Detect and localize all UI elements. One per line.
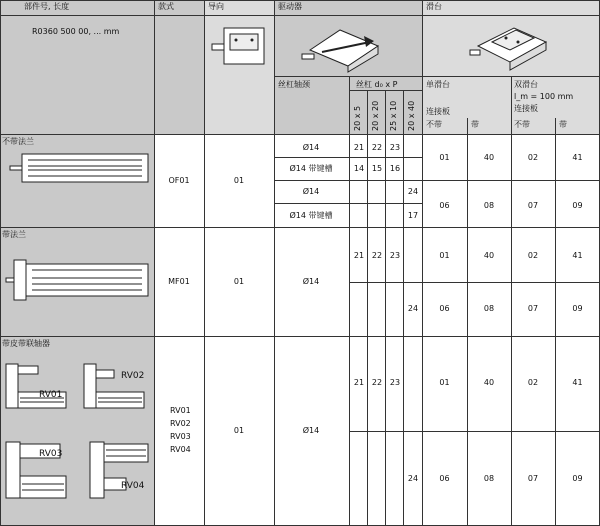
grid-line bbox=[0, 0, 600, 1]
grid-line bbox=[422, 0, 423, 526]
sec2-code-top-3: 02 bbox=[527, 251, 539, 260]
sec1-code-bot-2: 08 bbox=[483, 201, 495, 210]
sec3-code-top-3: 02 bbox=[527, 378, 539, 387]
sec1-size-a1: 21 bbox=[353, 143, 365, 152]
sec3-style-1: RV01 bbox=[170, 406, 191, 415]
sec1-code-bot-3: 07 bbox=[527, 201, 539, 210]
sec1-drive-3: Ø14 bbox=[302, 187, 320, 196]
size-25x10: 25 x 10 bbox=[389, 100, 398, 131]
header-with-1: 带 bbox=[471, 120, 479, 129]
header-connection-plate-2: 连接板 bbox=[514, 104, 538, 113]
sec1-drive-1: Ø14 bbox=[302, 143, 320, 152]
grid-line bbox=[403, 90, 404, 526]
grid-line bbox=[0, 0, 1, 526]
header-col2-bg bbox=[154, 0, 204, 135]
size-20x20: 20 x 20 bbox=[371, 100, 380, 131]
grid-line bbox=[274, 0, 275, 526]
sec3-style-4: RV04 bbox=[170, 445, 191, 454]
header-with-2: 带 bbox=[559, 120, 567, 129]
size-20x5: 20 x 5 bbox=[353, 105, 362, 131]
sec1-size-a2: 22 bbox=[371, 143, 383, 152]
sec1-drive-4: Ø14 带键槽 bbox=[289, 211, 333, 220]
sec1-code-bot-1: 06 bbox=[439, 201, 450, 210]
sec2-size-4: 24 bbox=[407, 304, 419, 313]
sec3-code-bot-4: 09 bbox=[572, 474, 583, 483]
sec2-drive: Ø14 bbox=[302, 277, 320, 286]
sec3-code-top-1: 01 bbox=[439, 378, 450, 387]
grid-line bbox=[0, 134, 600, 135]
sec3-drive: Ø14 bbox=[302, 426, 320, 435]
header-carriage: 滑台 bbox=[426, 2, 442, 11]
sec2-code-top-1: 01 bbox=[439, 251, 450, 260]
grid-line bbox=[349, 90, 422, 91]
header-col1-bg bbox=[0, 0, 154, 135]
sec1-code-top-4: 41 bbox=[572, 153, 583, 162]
header-part-number: 部件号, 长度 bbox=[24, 2, 70, 11]
sec2-size-2: 22 bbox=[371, 251, 383, 260]
grid-line bbox=[349, 431, 600, 432]
module-no-flange-drawing bbox=[10, 150, 150, 186]
header-single-carriage: 单滑台 bbox=[426, 80, 450, 89]
sec1-code-top-1: 01 bbox=[439, 153, 450, 162]
sec3-size-1: 21 bbox=[353, 378, 365, 387]
sec3-size-3: 23 bbox=[389, 378, 401, 387]
rv01-label: RV01 bbox=[39, 390, 63, 400]
sec3-style-2: RV02 bbox=[170, 419, 191, 428]
sec1-size-b3: 16 bbox=[389, 164, 401, 173]
sec2-size-1: 21 bbox=[353, 251, 365, 260]
sec2-label: 带法兰 bbox=[2, 230, 26, 239]
header-length: R0360 500 00, ... mm bbox=[32, 27, 120, 36]
sec3-guide: 01 bbox=[233, 426, 245, 435]
sec1-size-a3: 23 bbox=[389, 143, 401, 152]
sec3-code-top-2: 40 bbox=[483, 378, 495, 387]
sec1-guide: 01 bbox=[233, 176, 245, 185]
rv02-label: RV02 bbox=[121, 371, 145, 381]
grid-line bbox=[349, 282, 600, 283]
guide-icon bbox=[210, 20, 270, 72]
grid-line bbox=[0, 336, 600, 337]
sec3-code-top-4: 41 bbox=[572, 378, 583, 387]
sec3-code-bot-3: 07 bbox=[527, 474, 539, 483]
header-lm: l_m = 100 mm bbox=[514, 92, 574, 101]
rv04-label: RV04 bbox=[121, 481, 145, 491]
header-without-1: 不带 bbox=[426, 120, 442, 129]
sec1-size-b1: 14 bbox=[353, 164, 365, 173]
grid-line bbox=[349, 76, 350, 526]
grid-line bbox=[385, 90, 386, 526]
header-without-2: 不带 bbox=[514, 120, 530, 129]
grid-line bbox=[0, 227, 600, 228]
grid-line bbox=[0, 15, 600, 16]
rv01-drawing bbox=[4, 362, 68, 410]
rv04-drawing bbox=[88, 440, 150, 500]
sec1-drive-2: Ø14 带键槽 bbox=[289, 164, 333, 173]
grid-line bbox=[274, 203, 422, 204]
grid-line bbox=[274, 180, 600, 181]
sec3-style-3: RV03 bbox=[170, 432, 191, 441]
sec2-style: MF01 bbox=[168, 277, 190, 286]
header-drive: 驱动器 bbox=[278, 2, 302, 11]
sec1-size-b2: 15 bbox=[371, 164, 383, 173]
header-spindle-bearing: 丝杠轴颈 bbox=[278, 80, 310, 89]
header-spindle: 丝杠 d₀ x P bbox=[356, 80, 398, 89]
grid-line bbox=[154, 0, 155, 526]
sec2-code-top-2: 40 bbox=[483, 251, 495, 260]
grid-line bbox=[274, 76, 600, 77]
sec1-size-c4: 24 bbox=[407, 187, 419, 196]
sec3-code-bot-1: 06 bbox=[439, 474, 450, 483]
sec3-size-2: 22 bbox=[371, 378, 383, 387]
sec1-style: OF01 bbox=[168, 176, 190, 185]
header-style: 款式 bbox=[158, 2, 174, 11]
sec2-guide: 01 bbox=[233, 277, 245, 286]
header-connection-plate-1: 连接板 bbox=[426, 107, 450, 116]
sec1-code-bot-4: 09 bbox=[572, 201, 583, 210]
sec2-code-top-4: 41 bbox=[572, 251, 583, 260]
sec2-code-bot-1: 06 bbox=[439, 304, 450, 313]
rv03-label: RV03 bbox=[39, 449, 63, 459]
sec1-label: 不带法兰 bbox=[2, 137, 34, 146]
grid-line bbox=[511, 76, 512, 526]
sec1-size-d4: 17 bbox=[407, 211, 419, 220]
sec2-code-bot-3: 07 bbox=[527, 304, 539, 313]
size-20x40: 20 x 40 bbox=[407, 100, 416, 131]
sec2-code-bot-4: 09 bbox=[572, 304, 583, 313]
grid-line bbox=[367, 90, 368, 526]
sec3-label: 带皮带联轴器 bbox=[2, 339, 50, 348]
rv02-drawing bbox=[82, 362, 146, 410]
carriage-icon bbox=[470, 16, 550, 72]
grid-line bbox=[204, 0, 205, 526]
sec1-code-top-2: 40 bbox=[483, 153, 495, 162]
module-flange-drawing bbox=[6, 258, 150, 302]
sec3-code-bot-2: 08 bbox=[483, 474, 495, 483]
drive-icon bbox=[300, 20, 390, 72]
header-double-carriage: 双滑台 bbox=[514, 80, 538, 89]
sec2-size-3: 23 bbox=[389, 251, 401, 260]
sec1-code-top-3: 02 bbox=[527, 153, 539, 162]
sec3-size-4: 24 bbox=[407, 474, 419, 483]
header-guide: 导向 bbox=[208, 2, 224, 11]
sec2-code-bot-2: 08 bbox=[483, 304, 495, 313]
grid-line bbox=[274, 157, 422, 158]
